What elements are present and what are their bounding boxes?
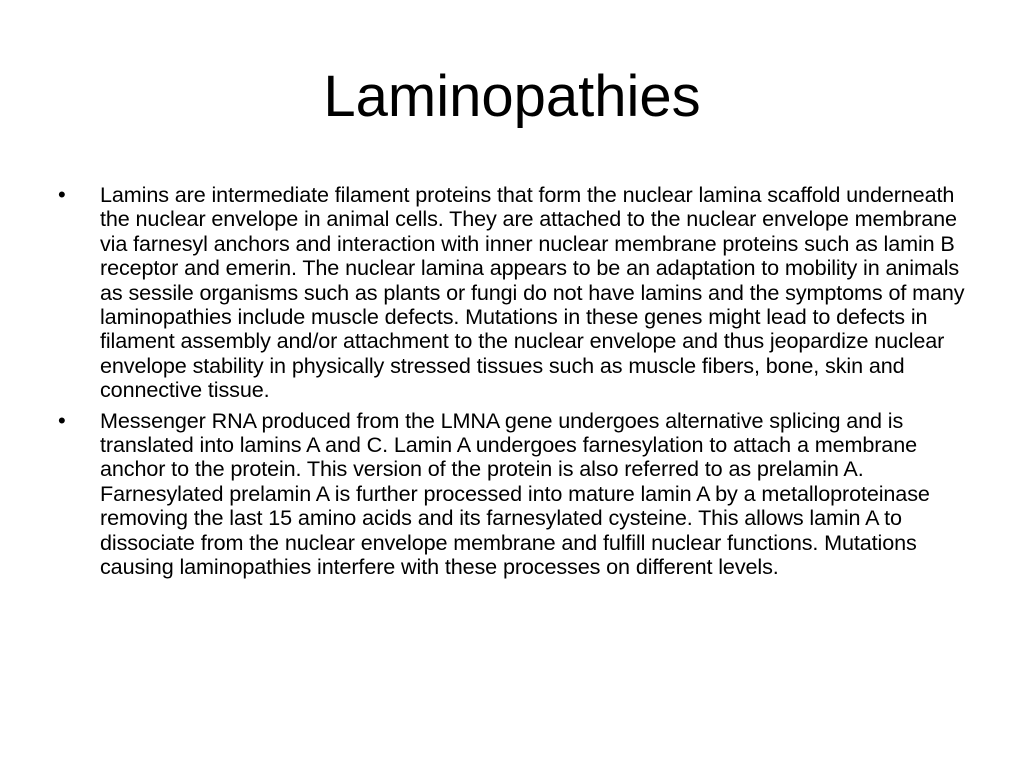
slide-title: Laminopathies	[323, 64, 701, 129]
bullet-text-lmna: Messenger RNA produced from the LMNA gene undergoes alternative splicing and is translated into lamins A and C. Lamin A undergoes farnesylation to attach a membrane anchor to the protein. This version of the protein is also referred to as prelamin A. Farnesylated prelamin A is further processed into mature lamin A by a metalloproteinase removing the last 15 amino acids and its farnesylated cysteine. This allows lamin A to dissociate from the nuclear envelope membrane and fulfill nuclear functions. Mutations causing laminopathies interfere with these processes on different levels.	[100, 407, 930, 580]
bullet-icon: •	[58, 407, 66, 433]
bullet-list	[58, 183, 970, 586]
bullet-item-lmna	[58, 409, 970, 580]
bullet-icon: •	[58, 182, 66, 207]
bullet-item-lamins	[58, 183, 970, 403]
bullet-text-lamins: Lamins are intermediate filament proteins that form the nuclear lamina scaffold underneath the nuclear envelope in animal cells. They are attached to the nuclear envelope membrane via farnesyl anchors and interaction with inner nuclear membrane proteins such as lamin B receptor and emerin. The nuclear lamina appears to be an adaptation to mobility in animals as sessile organisms such as plants or fungi do not have lamins and the symptoms of many laminopathies include muscle defects. Mutations in these genes might lead to defects in filament assembly and/or attachment to the nuclear envelope and thus jeopardize nuclear envelope stability in physically stressed tissues such as muscle fibers, bone, skin and connective tissue.	[100, 182, 965, 403]
